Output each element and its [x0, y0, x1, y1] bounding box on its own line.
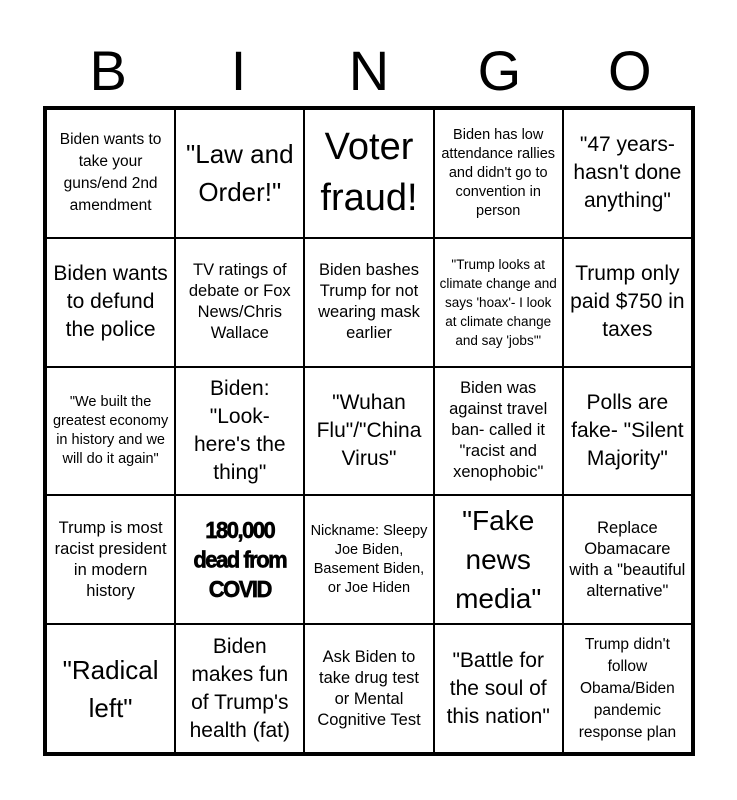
cell-text: Biden wants to take your guns/end 2nd amendment	[59, 131, 162, 215]
cell-text: "Battle for the soul of this nation"	[446, 648, 550, 728]
bingo-cell-r1c4[interactable]	[434, 109, 563, 238]
cell-text: Biden makes fun of Trump's health (fat)	[189, 634, 290, 742]
header-letter-i: I	[230, 39, 247, 102]
bingo-cell-r4c4[interactable]	[434, 495, 563, 624]
bingo-cell-r5c3[interactable]	[304, 624, 433, 753]
cell-text: Replace Obamacare with a "beautiful alternative"	[569, 518, 686, 600]
cell-text: Biden bashes Trump for not wearing mask earlier	[318, 261, 420, 343]
header-letter-o: O	[607, 39, 652, 102]
bingo-cell-r3c2[interactable]	[175, 367, 304, 496]
cell-text: Ask Biden to take drug test or Mental Cognitive Test	[317, 647, 421, 729]
free-space-text: 180,000 dead from COVID	[193, 516, 287, 602]
bingo-cell-r2c3[interactable]	[304, 238, 433, 367]
bingo-cell-r3c3[interactable]	[304, 367, 433, 496]
bingo-cell-r1c5[interactable]	[563, 109, 692, 238]
cell-text: Nickname: Sleepy Joe Biden, Basement Biden, or Joe Hiden	[310, 522, 428, 596]
cell-text: "We built the greatest economy in history and we will do it again"	[52, 393, 169, 467]
bingo-cell-r4c1[interactable]	[46, 495, 175, 624]
cell-text: Biden wants to defund the police	[53, 262, 168, 342]
cell-text: Trump didn't follow Obama/Biden pandemic response plan	[578, 635, 677, 741]
bingo-header	[43, 36, 695, 106]
bingo-cell-free[interactable]	[175, 495, 304, 624]
cell-text: Trump only paid $750 in taxes	[570, 262, 685, 342]
bingo-cell-r1c3[interactable]	[304, 109, 433, 238]
bingo-cell-r2c4[interactable]	[434, 238, 563, 367]
cell-text: Biden has low attendance rallies and didn't go to convention in person	[441, 126, 556, 219]
cell-text: Biden was against travel ban- called it "racist and xenophobic"	[449, 379, 548, 482]
bingo-cell-r2c1[interactable]	[46, 238, 175, 367]
bingo-cell-r2c5[interactable]	[563, 238, 692, 367]
bingo-cell-r1c1[interactable]	[46, 109, 175, 238]
cell-text: Voter fraud!	[320, 126, 418, 220]
cell-text: Polls are fake- "Silent Majority"	[571, 390, 684, 470]
cell-text: "Radical left"	[62, 654, 159, 723]
bingo-cell-r2c2[interactable]	[175, 238, 304, 367]
bingo-cell-r5c1[interactable]	[46, 624, 175, 753]
bingo-grid	[43, 106, 695, 756]
bingo-cell-r5c2[interactable]	[175, 624, 304, 753]
bingo-cell-r4c3[interactable]	[304, 495, 433, 624]
cell-text: Trump is most racist president in modern history	[54, 518, 167, 600]
bingo-cell-r3c4[interactable]	[434, 367, 563, 496]
bingo-cell-r3c1[interactable]	[46, 367, 175, 496]
cell-text: "Trump looks at climate change and says 'hoax'- I look at climate change and say 'jobs'"	[439, 256, 557, 348]
header-letter-g: G	[477, 39, 522, 102]
cell-text: "47 years- hasn't done anything"	[573, 133, 682, 213]
cell-text: "Law and Order!"	[186, 139, 294, 208]
bingo-cell-r5c4[interactable]	[434, 624, 563, 753]
bingo-cell-r3c5[interactable]	[563, 367, 692, 496]
bingo-cell-r5c5[interactable]	[563, 624, 692, 753]
cell-text: TV ratings of debate or Fox News/Chris Wallace	[188, 261, 291, 343]
bingo-cell-r4c5[interactable]	[563, 495, 692, 624]
header-letter-n: N	[348, 39, 390, 102]
cell-text: Biden: "Look- here's the thing"	[194, 376, 286, 484]
cell-text: "Wuhan Flu"/"China Virus"	[316, 390, 422, 470]
cell-text: "Fake news media"	[455, 505, 542, 615]
header-letter-b: B	[89, 39, 127, 102]
bingo-cell-r1c2[interactable]	[175, 109, 304, 238]
